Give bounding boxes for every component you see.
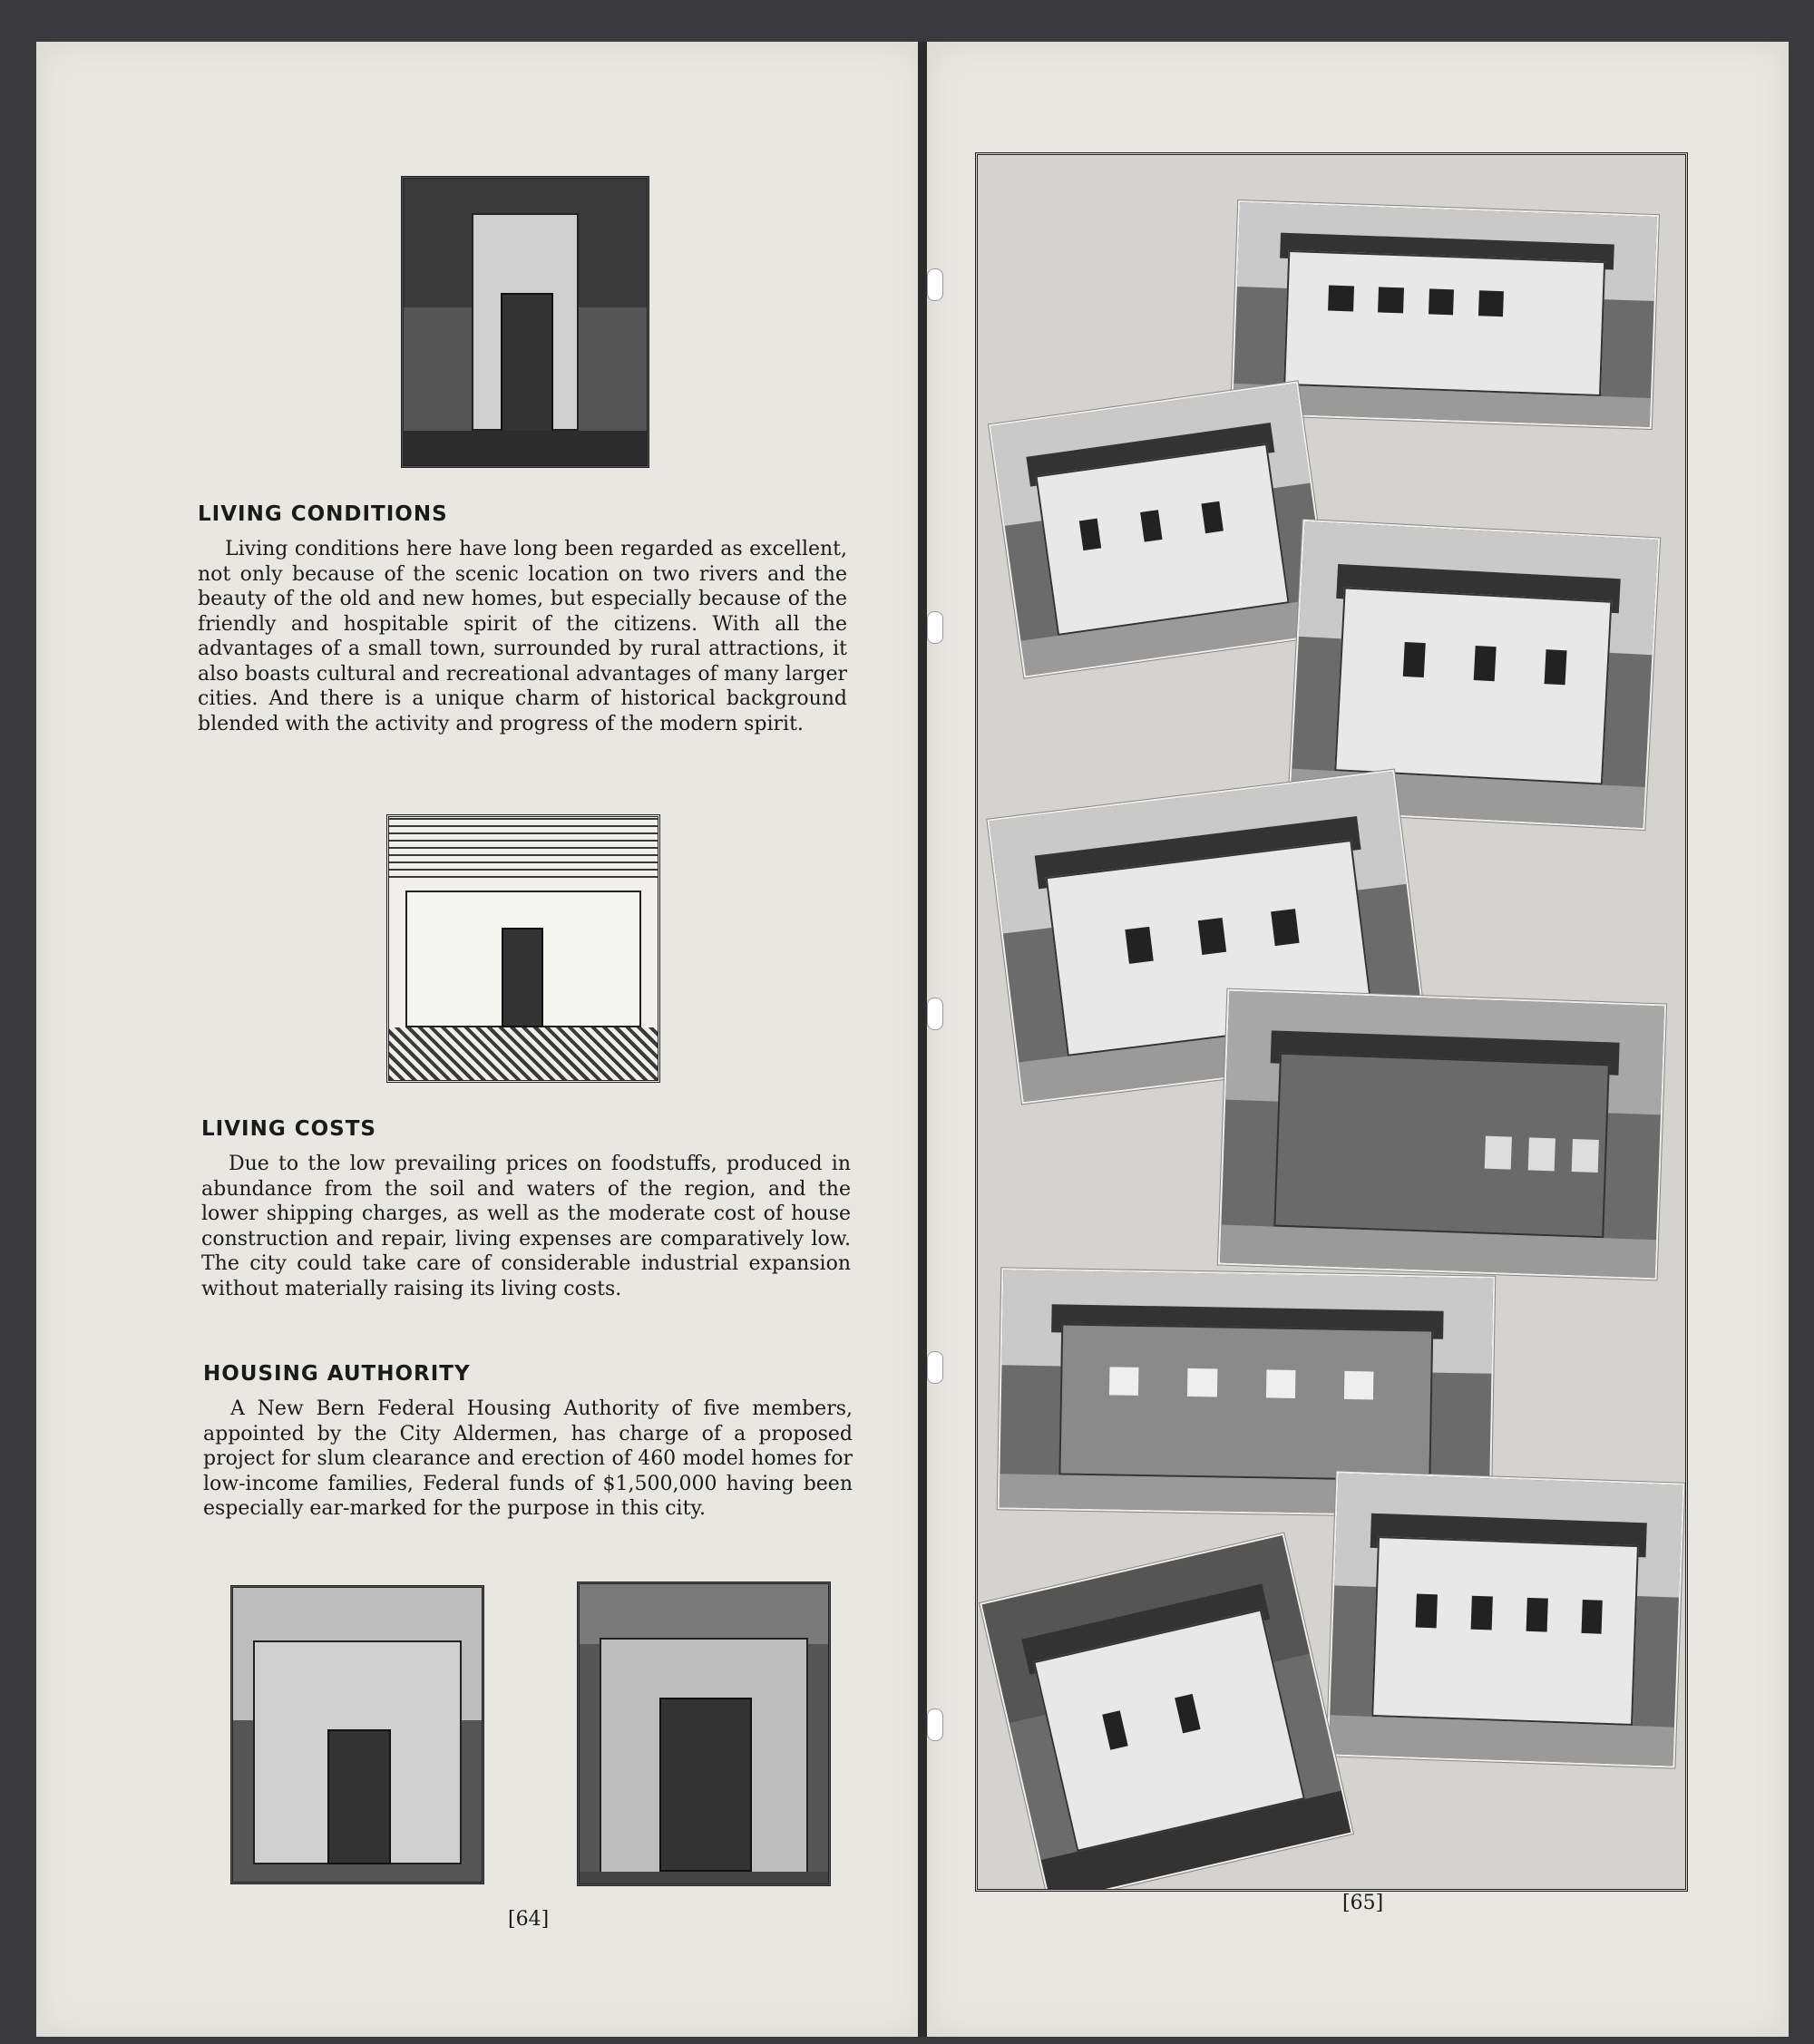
doorway-photo-bottom-right — [577, 1582, 831, 1886]
paragraph-living-costs: Due to the low prevailing prices on foodstuffs, produced in abundance from the soil and waters of the region, and the lower shipping charges, as well as the moderate cost of house construction and repair, living expenses are comparatively low. The city could take care of considerable industrial expansion without materially raising its living costs. — [201, 1153, 851, 1300]
left-page — [36, 42, 925, 2037]
house-woodcut-illustration — [386, 814, 660, 1083]
collage-photo-shaded-house — [980, 1533, 1353, 1892]
doorway-photo-bottom-left — [230, 1585, 484, 1884]
house-photo-collage — [975, 152, 1688, 1892]
paragraph-housing-authority: A New Bern Federal Housing Authority of five members, appointed by the City Aldermen, has charge of a proposed project for slum clearance and erection of 460 model homes for low-income families, Federal funds of $1,500,000 having been especially ear-marked for the purpose in this city. — [203, 1397, 853, 1520]
heading-living-costs: LIVING COSTS — [201, 1117, 376, 1141]
page-number-left: [64] — [508, 1908, 550, 1931]
doorway-photo-top — [401, 176, 649, 468]
paragraph-living-conditions: Living conditions here have long been regarded as excellent, not only because of the scenic location on two rivers and the beauty of the old and new homes, but especially because of the friendly and hospitable spirit of the citizens. With all the advantages of a small town, surrounded by rural attractions, it also boasts cultural and recreational advantages of many larger cities. And there is a unique charm of historical background blended with the activity and progress of the modern spirit. — [198, 538, 847, 735]
collage-photo-brick-gothic-house — [1218, 989, 1666, 1280]
book-gutter — [918, 42, 927, 2037]
heading-housing-authority: HOUSING AUTHORITY — [203, 1362, 471, 1386]
heading-living-conditions: LIVING CONDITIONS — [198, 502, 448, 526]
collage-photo-porch-house — [989, 381, 1333, 677]
collage-photo-georgian-house — [1327, 1471, 1685, 1767]
page-number-right: [65] — [1342, 1892, 1384, 1914]
